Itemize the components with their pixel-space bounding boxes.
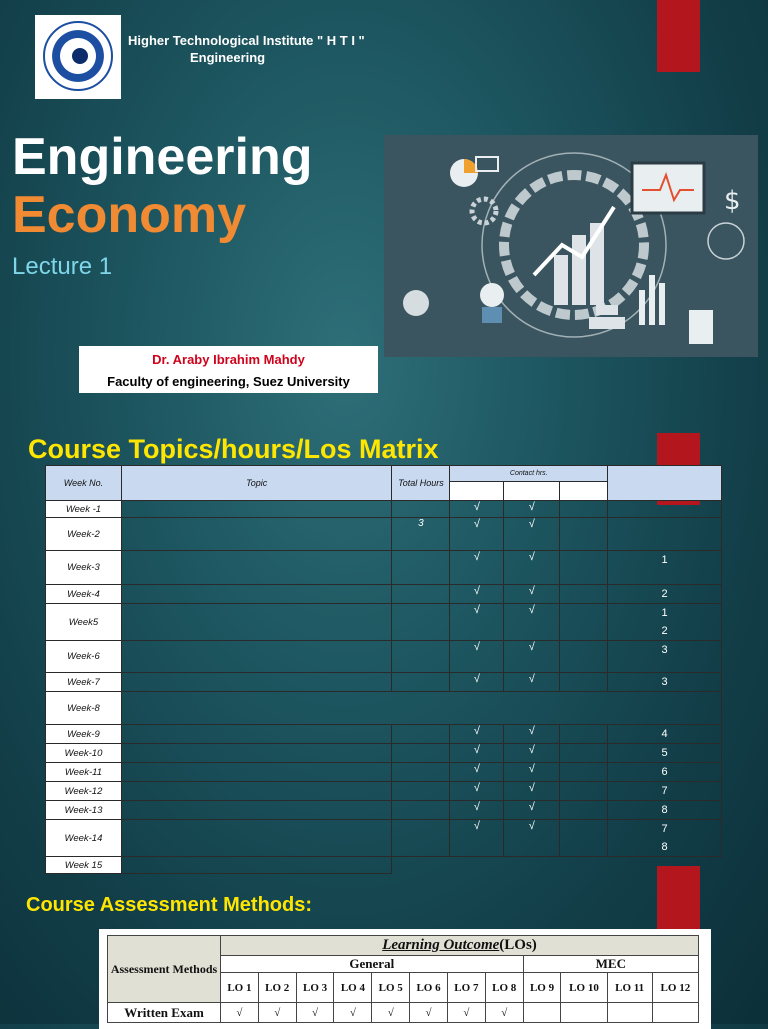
lo-header-cell: LO 6 xyxy=(410,973,448,1003)
lo-cell: 5 xyxy=(608,744,722,763)
topic-cell xyxy=(121,820,392,857)
assessment-mark-cell xyxy=(607,1003,652,1023)
lo-cell xyxy=(608,857,722,874)
department-name: Engineering xyxy=(190,50,266,65)
contact-cell-1: √ xyxy=(450,820,504,857)
topic-row xyxy=(46,551,722,585)
hours-cell xyxy=(392,641,450,673)
lo-cell: 1 xyxy=(608,551,722,585)
topic-row xyxy=(46,501,722,518)
week-cell: Week-13 xyxy=(46,801,122,820)
lo-cell: 7 xyxy=(608,782,722,801)
assessment-table-container xyxy=(99,929,711,1029)
contact-cell-3 xyxy=(560,501,608,518)
header-contact-col-2 xyxy=(504,482,560,501)
contact-cell-3 xyxy=(560,725,608,744)
contact-cell-3 xyxy=(560,551,608,585)
lo-cell xyxy=(608,501,722,518)
lo-header-cell: LO 4 xyxy=(334,973,372,1003)
contact-cell-2: √ xyxy=(504,763,560,782)
week-cell: Week-11 xyxy=(46,763,122,782)
assessment-method-cell: Written Exam xyxy=(108,1003,221,1023)
hours-cell xyxy=(392,801,450,820)
hours-cell xyxy=(392,673,450,692)
week-cell: Week-10 xyxy=(46,744,122,763)
assessment-mark-cell xyxy=(523,1003,561,1023)
topic-cell xyxy=(121,782,392,801)
hours-cell xyxy=(392,820,450,857)
contact-cell-1: √ xyxy=(450,518,504,551)
hours-cell xyxy=(392,501,450,518)
assessment-mark-cell: √ xyxy=(334,1003,372,1023)
assessment-mark-cell: √ xyxy=(258,1003,296,1023)
topic-cell xyxy=(121,763,392,782)
learning-outcome-header: Learning Outcome(LOs) xyxy=(221,936,699,956)
title-economy: Economy xyxy=(12,186,247,244)
contact-cell-2: √ xyxy=(504,725,560,744)
topic-row xyxy=(46,857,722,874)
week-cell: Week-14 xyxy=(46,820,122,857)
red-accent-bar-bottom xyxy=(657,866,700,930)
author-affiliation: Faculty of engineering, Suez University xyxy=(107,374,350,389)
week-cell: Week-7 xyxy=(46,673,122,692)
contact-cell-1: √ xyxy=(450,604,504,641)
lo-cell: 4 xyxy=(608,725,722,744)
header-contact-col-1 xyxy=(450,482,504,501)
week-cell: Week5 xyxy=(46,604,122,641)
topic-cell xyxy=(121,641,392,673)
topic-row xyxy=(46,585,722,604)
week-cell: Week-3 xyxy=(46,551,122,585)
lo-cell: 6 xyxy=(608,763,722,782)
hours-cell xyxy=(392,585,450,604)
contact-cell-1: √ xyxy=(450,744,504,763)
header-week: Week No. xyxy=(46,466,122,501)
contact-cell-2: √ xyxy=(504,673,560,692)
week-cell: Week -1 xyxy=(46,501,122,518)
hours-cell xyxy=(392,551,450,585)
contact-cell-3 xyxy=(560,673,608,692)
lo-header-cell: LO 9 xyxy=(523,973,561,1003)
hours-cell xyxy=(392,763,450,782)
week-cell: Week 15 xyxy=(46,857,122,874)
hours-cell: 3 xyxy=(392,518,450,551)
assessment-section-title: Course Assessment Methods: xyxy=(26,894,312,916)
assessment-methods-header: Assessment Methods xyxy=(108,936,221,1003)
author-name: Dr. Araby Ibrahim Mahdy xyxy=(152,352,305,367)
topic-cell xyxy=(121,801,392,820)
contact-cell-3 xyxy=(560,782,608,801)
topic-row xyxy=(46,692,722,725)
assessment-table xyxy=(107,935,699,1023)
institute-logo xyxy=(35,15,121,99)
week-cell: Week-12 xyxy=(46,782,122,801)
topic-cell xyxy=(121,551,392,585)
contact-cell-1: √ xyxy=(450,763,504,782)
contact-cell-1: √ xyxy=(450,801,504,820)
week-cell: Week-6 xyxy=(46,641,122,673)
contact-cell-3 xyxy=(560,518,608,551)
contact-cell-3 xyxy=(560,744,608,763)
contact-cell-2: √ xyxy=(504,501,560,518)
topic-row xyxy=(46,801,722,820)
assessment-mark-cell: √ xyxy=(447,1003,485,1023)
contact-cell-1: √ xyxy=(450,551,504,585)
contact-cell-1 xyxy=(450,857,504,874)
lo-header-cell: LO 1 xyxy=(221,973,259,1003)
header-total-hours: Total Hours xyxy=(392,466,450,501)
contact-cell-1: √ xyxy=(450,725,504,744)
header-topic: Topic xyxy=(121,466,392,501)
assessment-mark-cell: √ xyxy=(485,1003,523,1023)
contact-cell-3 xyxy=(560,585,608,604)
topic-cell xyxy=(121,585,392,604)
topic-row xyxy=(46,604,722,641)
assessment-row xyxy=(108,1003,699,1023)
lo-cell: 3 xyxy=(608,673,722,692)
lo-header-cell: LO 11 xyxy=(607,973,652,1003)
header-los xyxy=(608,466,722,501)
topic-row xyxy=(46,518,722,551)
header-contact-col-3 xyxy=(560,482,608,501)
hours-cell xyxy=(392,604,450,641)
week-cell: Week-2 xyxy=(46,518,122,551)
topic-row xyxy=(46,725,722,744)
topic-cell xyxy=(121,725,392,744)
lo-header-cell: LO 8 xyxy=(485,973,523,1003)
topic-cell xyxy=(121,518,392,551)
contact-cell-2: √ xyxy=(504,585,560,604)
contact-cell-1: √ xyxy=(450,585,504,604)
hours-cell xyxy=(392,857,450,874)
lo-cell xyxy=(608,518,722,551)
contact-cell-2: √ xyxy=(504,782,560,801)
header-contact-hrs: Contact hrs. xyxy=(450,466,608,482)
contact-cell-1: √ xyxy=(450,673,504,692)
assessment-mark-cell: √ xyxy=(410,1003,448,1023)
hours-cell xyxy=(392,782,450,801)
lo-header-cell: LO 7 xyxy=(447,973,485,1003)
week-cell: Week-4 xyxy=(46,585,122,604)
lo-cell: 1 2 xyxy=(608,604,722,641)
topic-row xyxy=(46,744,722,763)
topic-row xyxy=(46,763,722,782)
svg-text:$: $ xyxy=(724,186,741,216)
economy-illustration xyxy=(384,135,758,357)
topics-table xyxy=(45,465,722,874)
hours-cell xyxy=(392,744,450,763)
assessment-mark-cell xyxy=(561,1003,607,1023)
week-cell: Week-9 xyxy=(46,725,122,744)
topic-cell xyxy=(121,857,392,874)
mec-header: MEC xyxy=(523,956,698,973)
logo-emblem-icon xyxy=(43,21,113,91)
contact-cell-1: √ xyxy=(450,641,504,673)
topic-row xyxy=(46,641,722,673)
contact-cell-2: √ xyxy=(504,518,560,551)
contact-cell-3 xyxy=(560,857,608,874)
contact-cell-3 xyxy=(560,641,608,673)
contact-cell-2: √ xyxy=(504,744,560,763)
contact-cell-2: √ xyxy=(504,604,560,641)
lo-header-cell: LO 3 xyxy=(296,973,334,1003)
contact-cell-3 xyxy=(560,820,608,857)
topic-row xyxy=(46,820,722,857)
lo-header-cell: LO 12 xyxy=(652,973,698,1003)
institute-name: Higher Technological Institute " H T I " xyxy=(128,33,365,48)
topic-cell xyxy=(121,744,392,763)
assessment-mark-cell: √ xyxy=(296,1003,334,1023)
lo-cell: 7 8 xyxy=(608,820,722,857)
lo-cell: 8 xyxy=(608,801,722,820)
contact-cell-3 xyxy=(560,604,608,641)
lo-cell: 3 xyxy=(608,641,722,673)
contact-cell-2: √ xyxy=(504,551,560,585)
assessment-mark-cell: √ xyxy=(372,1003,410,1023)
contact-cell-1: √ xyxy=(450,501,504,518)
assessment-mark-cell xyxy=(652,1003,698,1023)
lo-header-cell: LO 2 xyxy=(258,973,296,1003)
red-accent-bar-top xyxy=(657,0,700,72)
topic-cell xyxy=(121,501,392,518)
lo-header-cell: LO 5 xyxy=(372,973,410,1003)
topic-cell xyxy=(121,604,392,641)
contact-cell-2: √ xyxy=(504,801,560,820)
contact-cell-2 xyxy=(504,857,560,874)
lo-cell: 2 xyxy=(608,585,722,604)
contact-cell-3 xyxy=(560,763,608,782)
title-engineering: Engineering xyxy=(12,128,313,186)
lecture-label: Lecture 1 xyxy=(12,253,113,280)
general-header: General xyxy=(221,956,524,973)
hours-cell xyxy=(392,725,450,744)
contact-cell-2: √ xyxy=(504,820,560,857)
topics-section-title: Course Topics/hours/Los Matrix xyxy=(28,434,439,464)
topic-row xyxy=(46,673,722,692)
lo-header-cell: LO 10 xyxy=(561,973,607,1003)
week-cell: Week-8 xyxy=(46,692,122,725)
contact-cell-3 xyxy=(560,801,608,820)
assessment-mark-cell: √ xyxy=(221,1003,259,1023)
author-box xyxy=(79,346,378,393)
topic-cell-merged xyxy=(121,692,721,725)
topic-row xyxy=(46,782,722,801)
contact-cell-1: √ xyxy=(450,782,504,801)
contact-cell-2: √ xyxy=(504,641,560,673)
topic-cell xyxy=(121,673,392,692)
